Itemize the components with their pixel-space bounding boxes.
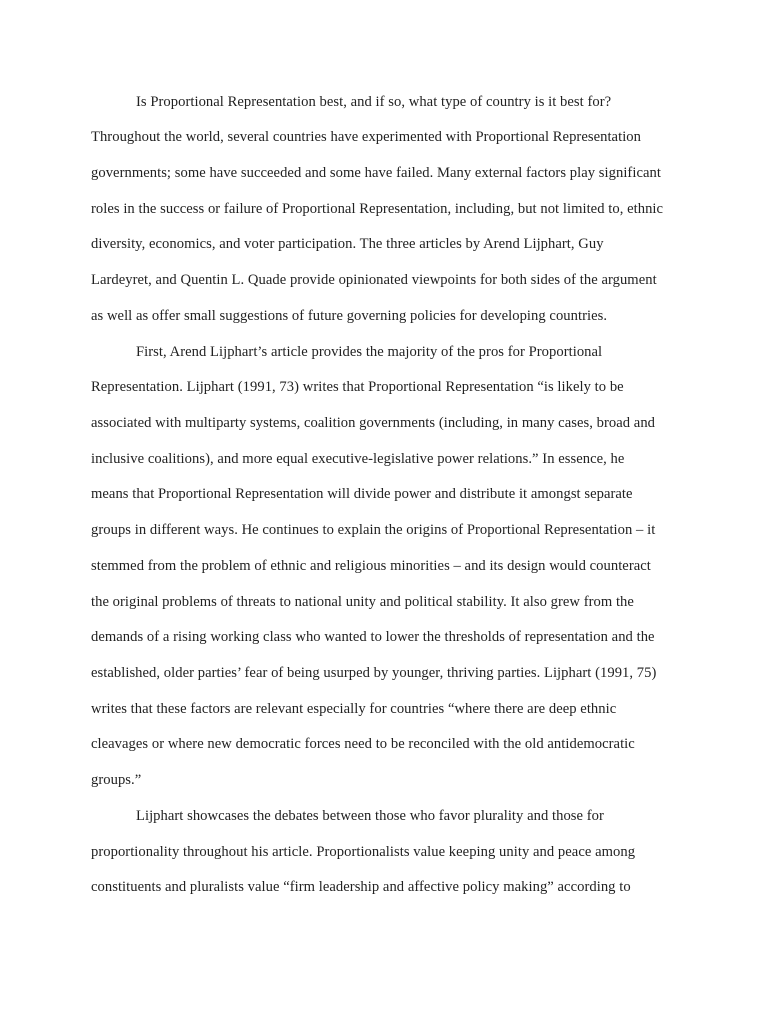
paragraph-2-line-3: associated with multiparty systems, coalition governments (including, in many cases, broad and bbox=[91, 415, 656, 431]
paragraph-2-line-1: First, Arend Lijphart’s article provides the majority of the pros for Proportional bbox=[136, 344, 603, 360]
paragraph-2-line-5: means that Proportional Representation will divide power and distribute it amongst separate bbox=[91, 486, 633, 502]
paragraph-1-line-7: as well as offer small suggestions of future governing policies for developing countries. bbox=[91, 308, 608, 324]
paragraph-2-line-9: demands of a rising working class who wanted to lower the thresholds of representation and the bbox=[91, 629, 655, 645]
paragraph-2-line-12: cleavages or where new democratic forces need to be reconciled with the old antidemocratic bbox=[91, 736, 635, 752]
paragraph-2-line-4: inclusive coalitions), and more equal executive-legislative power relations.” In essence, he bbox=[91, 451, 625, 467]
paragraph-2-line-6: groups in different ways. He continues to explain the origins of Proportional Representation – it bbox=[91, 522, 656, 538]
paragraph-2-line-11: writes that these factors are relevant especially for countries “where there are deep ethnic bbox=[91, 701, 617, 717]
paragraph-1-line-4: roles in the success or failure of Proportional Representation, including, but not limited to, ethnic bbox=[91, 201, 664, 217]
paragraph-1-line-5: diversity, economics, and voter participation. The three articles by Arend Lijphart, Guy bbox=[91, 236, 604, 252]
paragraph-1-line-3: governments; some have succeeded and some have failed. Many external factors play significant bbox=[91, 165, 661, 181]
paragraph-1-line-1: Is Proportional Representation best, and if so, what type of country is it best for? bbox=[136, 94, 612, 110]
paragraph-3-line-1: Lijphart showcases the debates between those who favor plurality and those for bbox=[136, 808, 604, 824]
paragraph-2-line-8: the original problems of threats to national unity and political stability. It also grew from the bbox=[91, 594, 634, 610]
paragraph-2-line-7: stemmed from the problem of ethnic and religious minorities – and its design would counteract bbox=[91, 558, 651, 574]
paragraph-1-line-2: Throughout the world, several countries have experimented with Proportional Representation bbox=[91, 129, 641, 145]
paragraph-2-line-13: groups.” bbox=[91, 772, 142, 788]
paragraph-3-line-2: proportionality throughout his article. Proportionalists value keeping unity and peace among bbox=[91, 844, 636, 860]
paragraph-1-line-6: Lardeyret, and Quentin L. Quade provide opinionated viewpoints for both sides of the argument bbox=[91, 272, 657, 288]
paragraph-3-line-3: constituents and pluralists value “firm leadership and affective policy making” according to bbox=[91, 879, 631, 895]
paragraph-2-line-10: established, older parties’ fear of being usurped by younger, thriving parties. Lijphart (1991, 75) bbox=[91, 665, 657, 681]
paragraph-2-line-2: Representation. Lijphart (1991, 73) writes that Proportional Representation “is likely to be bbox=[91, 379, 624, 395]
